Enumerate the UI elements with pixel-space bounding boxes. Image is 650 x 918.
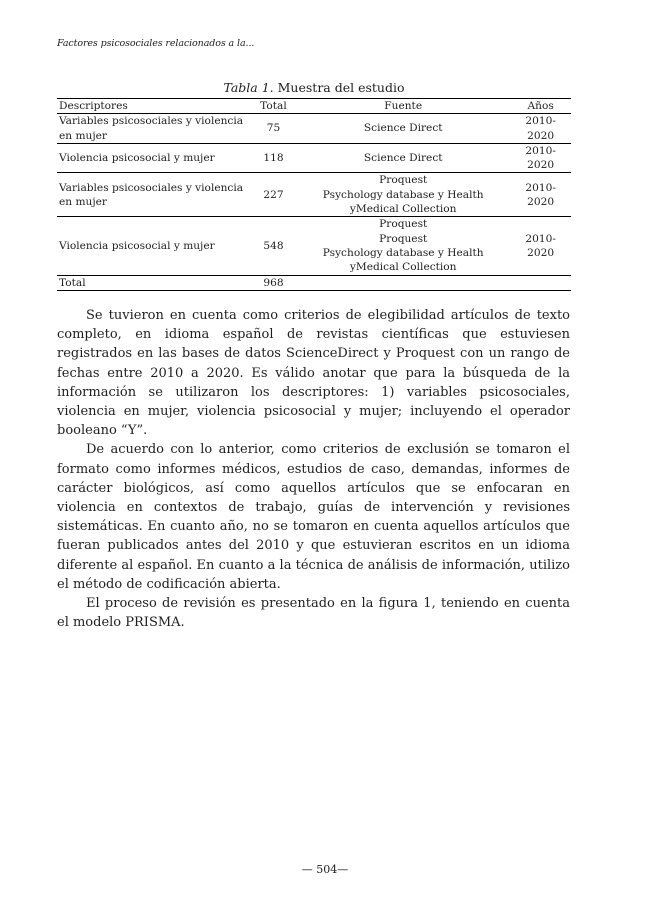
paragraph: Se tuvieron en cuenta como criterios de elegibilidad artículos de texto completo, en idioma español de revistas científicas que estuviesen registrados en las bases de datos ScienceDirect y Proquest con un rango de fechas entre 2010 a 2020. Es válido anotar que para la búsqueda de la información se utilizaron los descriptores: 1) variables psicosociales, violencia en mujer, violencia psicosocial y mujer; incluyendo el operador booleano “Y”.	[57, 308, 570, 439]
row-anos: 2010-2020	[525, 144, 556, 172]
row-fuente	[296, 143, 510, 173]
table-header-row	[57, 99, 571, 114]
table-row	[57, 143, 571, 173]
row-total: 118	[263, 152, 284, 165]
table-row	[57, 114, 571, 144]
fuente-line: Science Direct	[363, 152, 443, 165]
row-total: 75	[266, 122, 281, 135]
row-anos: 2010-2020	[525, 181, 556, 208]
table-row	[57, 217, 571, 275]
row-fuente	[296, 217, 510, 275]
fuente-line: Proquest	[379, 232, 428, 245]
table-caption-text: Muestra del estudio	[273, 80, 405, 95]
table-total-row	[57, 275, 571, 290]
table-row	[57, 173, 571, 217]
header-fuente: Fuente	[384, 100, 423, 112]
fuente-line: Psychology database y Health yMedical Collection	[322, 188, 484, 216]
row-total: 548	[263, 239, 284, 252]
fuente-line: Psychology database y Health yMedical Collection	[322, 246, 484, 274]
total-empty-cell	[296, 275, 510, 290]
table-caption	[57, 80, 571, 95]
row-anos: 2010-2020	[525, 232, 556, 259]
table-caption-number: Tabla 1.	[223, 80, 274, 95]
row-fuente	[296, 114, 510, 144]
page-number: — 504—	[301, 863, 349, 876]
paragraph: El proceso de revisión es presentado en la figura 1, teniendo en cuenta el modelo PRISMA.	[57, 596, 570, 631]
running-head: Factores psicosociales relacionados a la...	[57, 38, 255, 49]
total-empty-cell	[510, 275, 571, 290]
header-total: Total	[260, 100, 287, 112]
fuente-line: Proquest	[379, 174, 428, 187]
row-descriptor: Variables psicosociales y violencia en mujer	[59, 115, 244, 142]
header-descriptores: Descriptores	[59, 100, 128, 112]
row-total: 227	[263, 188, 284, 201]
paragraph: De acuerdo con lo anterior, como criterios de exclusión se tomaron el formato como informes médicos, estudios de caso, demandas, informes de carácter biológicos, así como aquellos artículos que se enfocaran en violencia en contextos de trabajo, guías de intervención y revisiones sistemáticas. En cuanto año, no se tomaron en cuenta aquellos artículos que fueran publicados antes del 2010 y que estuvieran escritos en un idioma diferente al español. En cuanto a la técnica de análisis de información, utilizo el método de codificación abierta.	[57, 442, 570, 592]
header-anos: Años	[527, 100, 554, 112]
sample-table	[57, 98, 571, 291]
row-anos: 2010-2020	[525, 115, 556, 142]
total-label: Total	[59, 276, 86, 289]
fuente-line: Proquest	[379, 218, 428, 231]
row-fuente	[296, 173, 510, 217]
row-descriptor: Variables psicosociales y violencia en mujer	[59, 181, 244, 208]
body-text	[57, 306, 570, 632]
row-descriptor: Violencia psicosocial y mujer	[59, 152, 215, 165]
total-value: 968	[263, 276, 284, 289]
row-descriptor: Violencia psicosocial y mujer	[59, 239, 215, 252]
fuente-line: Science Direct	[363, 122, 443, 135]
